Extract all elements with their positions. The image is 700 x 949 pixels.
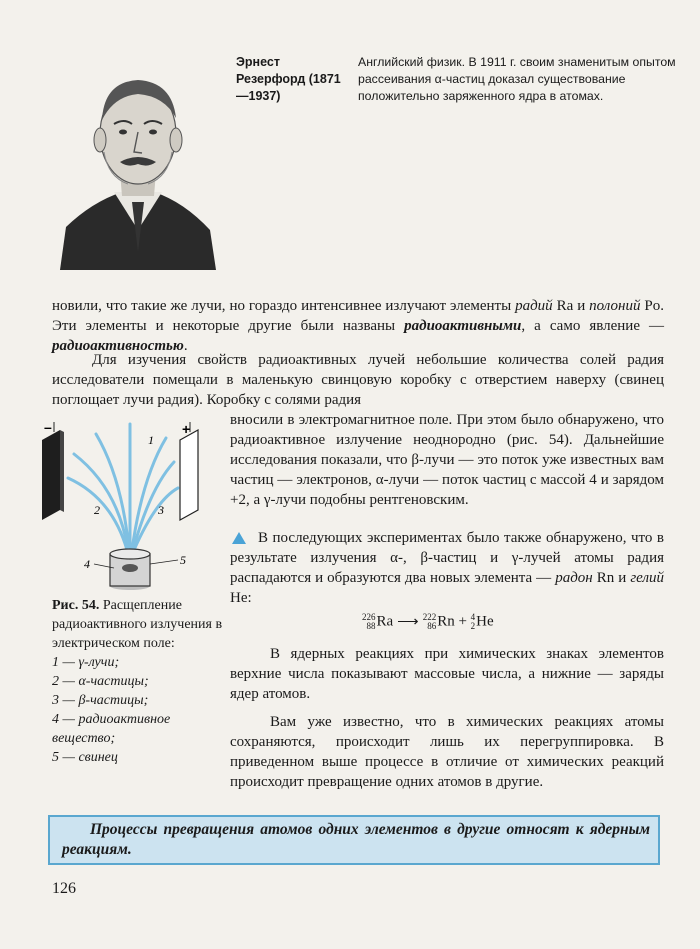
paragraph-experiment-start: Для изучения свойств радиоактивных лучей небольшие количества солей радия исследователи помещали в маленькую свинцовую коробку с отверстием наверху (свинец поглощает лучи радия). Коробку с солями радия [52, 352, 664, 408]
plus-sign: + [454, 613, 471, 630]
caption-intro: Расщепление радиоактивного излучения в электрическом поле: [52, 598, 223, 651]
label-3: 3 [158, 503, 164, 517]
symbol-rn: Rn [437, 613, 455, 630]
text-run: . [183, 338, 188, 354]
paragraph-comparison: Вам уже известно, что в химических реакциях атомы сохраняются, происходит лишь их перегруппировка. В приведенном выше процессе в отличие от химических реакций происходит превращение одних атомов в другие. [230, 714, 664, 790]
term-polonium: полоний [589, 298, 641, 314]
negative-plate [42, 430, 60, 520]
label-5: 5 [180, 553, 186, 567]
rule-text: Процессы превращения атомов одних элементов в другие относят к ядерным реакциям. [62, 821, 650, 858]
caption-item: 2 — α-частицы; [52, 674, 149, 689]
page-number: 126 [52, 880, 76, 897]
term-helium: гелий [630, 570, 664, 586]
positive-plate [180, 430, 198, 520]
paragraph-notation: В ядерных реакциях при химических знаках элементов верхние числа показывают массовые числа, а нижние — заряды ядер атомов. [230, 646, 664, 702]
bio-name: Эрнест Резерфорд (1871—1937) [236, 55, 341, 103]
symbol-he: He [476, 613, 494, 630]
paragraph-radioactivity [52, 296, 664, 356]
term-radon: радон [555, 570, 593, 586]
nuclide-indices: 226 88 [362, 611, 376, 631]
caption-item: 1 — γ-лучи; [52, 655, 120, 670]
radioactive-substance [122, 564, 138, 572]
term-radioactivity: радиоактивностью [52, 338, 184, 354]
paragraph-decay [230, 528, 664, 608]
nuclide-indices: 222 86 [422, 611, 437, 631]
nuclide-indices: 4 2 [470, 611, 476, 631]
label-minus: – [44, 419, 52, 435]
text-run: Ra и [552, 298, 590, 314]
caption-label: Рис. 54. [52, 598, 100, 613]
text-run: В последующих экспериментах было также обнаружено, что в результате излучения α-, β-частиц и γ-лучей атомы радия распадаются и образуются два новых элемента — [230, 530, 664, 586]
term-radium: радий [515, 298, 553, 314]
radiation-rays [68, 424, 178, 550]
arrow: ⟶ [397, 613, 419, 630]
figure-caption [52, 596, 224, 767]
text-run: He: [230, 590, 252, 606]
label-plus: + [182, 421, 191, 437]
term-radioactive: радиоактивными [404, 318, 522, 334]
label-4: 4 [84, 557, 90, 571]
label-2: 2 [94, 503, 100, 517]
text-run: , а само явление — [521, 318, 664, 334]
text-run: новили, что такие же лучи, но гораздо интенсивнее излучают элементы [52, 298, 516, 314]
text-run: Rn и [592, 570, 631, 586]
symbol-ra: Ra [376, 613, 394, 630]
caption-item: 4 — радиоактивное вещество; [52, 712, 171, 746]
nuclear-equation [362, 611, 494, 632]
text-run: Po. Эти элементы и некоторые другие были названы [52, 298, 664, 334]
caption-item: 5 — свинец [52, 750, 118, 765]
label-1: 1 [148, 433, 154, 447]
portrait-rutherford [52, 52, 224, 270]
figure-54-diagram [38, 418, 220, 590]
paragraph-experiment-rest: вносили в электромагнитное поле. При этом было обнаружено, что радиоактивное излучение неоднородно (рис. 54). Дальнейшие исследования показали, что β-лучи — это поток уже известных вам частиц — электронов, α-лучи — поток частиц с массой 4 и зарядом +2, а γ-лучи подобны рентгеновским. [230, 412, 664, 508]
bio-description: Английский физик. В 1911 г. своим знаменитым опытом рассеивания α-частиц доказал существование положительно заряженного ядра в атомах. [358, 55, 676, 103]
caption-item: 3 — β-частицы; [52, 693, 149, 708]
